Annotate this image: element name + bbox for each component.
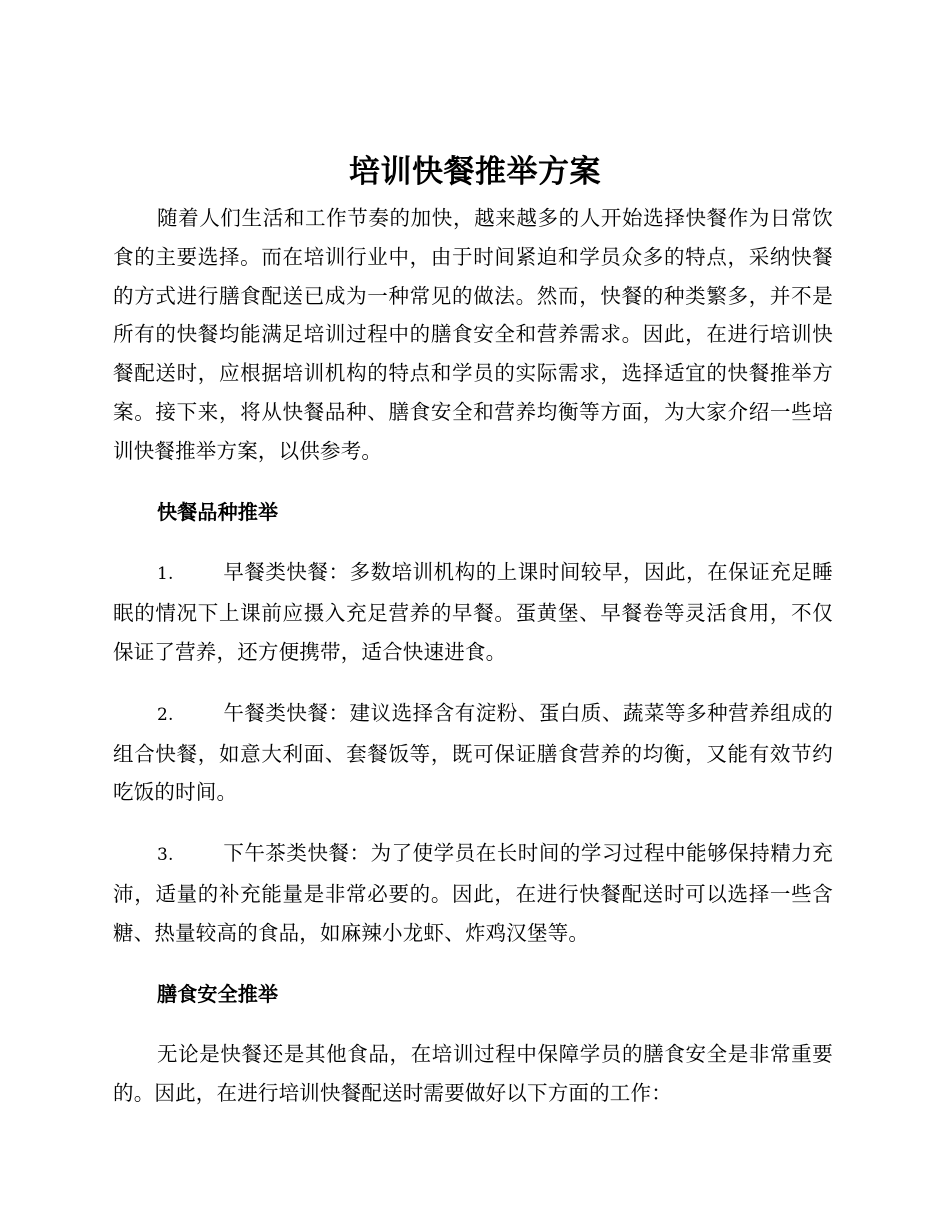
list-item-number: 2.	[157, 704, 174, 725]
list-item-text: 下午茶类快餐：为了使学员在长时间的学习过程中能够保持精力充沛，适量的补充能量是非常必要的。因此，在进行快餐配送时可以选择一些含糖、热量较高的食品，如麻辣小龙虾、炸鸡汉堡等。	[113, 841, 833, 945]
list-item-text: 午餐类快餐：建议选择含有淀粉、蛋白质、蔬菜等多种营养组成的组合快餐，如意大利面、套餐饭等，既可保证膳食营养的均衡，又能有效节约吃饭的时间。	[113, 700, 833, 805]
list-item-number: 1.	[157, 564, 174, 585]
list-item	[113, 553, 833, 671]
document-body	[113, 199, 833, 1113]
intro-paragraph: 随着人们生活和工作节奏的加快，越来越多的人开始选择快餐作为日常饮食的主要选择。而在培训行业中，由于时间紧迫和学员众多的特点，采纳快餐的方式进行膳食配送已成为一种常见的做法。然而，快餐的种类繁多，并不是所有的快餐均能满足培训过程中的膳食安全和营养需求。因此，在进行培训快餐配送时，应根据培训机构的特点和学员的实际需求，选择适宜的快餐推举方案。接下来，将从快餐品种、膳食安全和营养均衡等方面，为大家介绍一些培训快餐推举方案，以供参考。	[113, 206, 833, 463]
list-item-number: 3.	[157, 845, 174, 866]
food-safety-paragraph: 无论是快餐还是其他食品，在培训过程中保障学员的膳食安全是非常重要的。因此，在进行培训快餐配送时需要做好以下方面的工作：	[113, 1042, 833, 1106]
section-heading-food-safety: 膳食安全推举	[157, 981, 279, 1006]
list-item	[113, 834, 833, 952]
list-item-text: 早餐类快餐：多数培训机构的上课时间较早，因此，在保证充足睡眠的情况下上课前应摄入充足营养的早餐。蛋黄堡、早餐卷等灵活食用，不仅保证了营养，还方便携带，适合快速进食。	[113, 560, 833, 664]
document-title: 培训快餐推举方案	[349, 154, 601, 190]
list-item	[113, 694, 833, 812]
section-heading-food-types: 快餐品种推举	[157, 499, 279, 524]
